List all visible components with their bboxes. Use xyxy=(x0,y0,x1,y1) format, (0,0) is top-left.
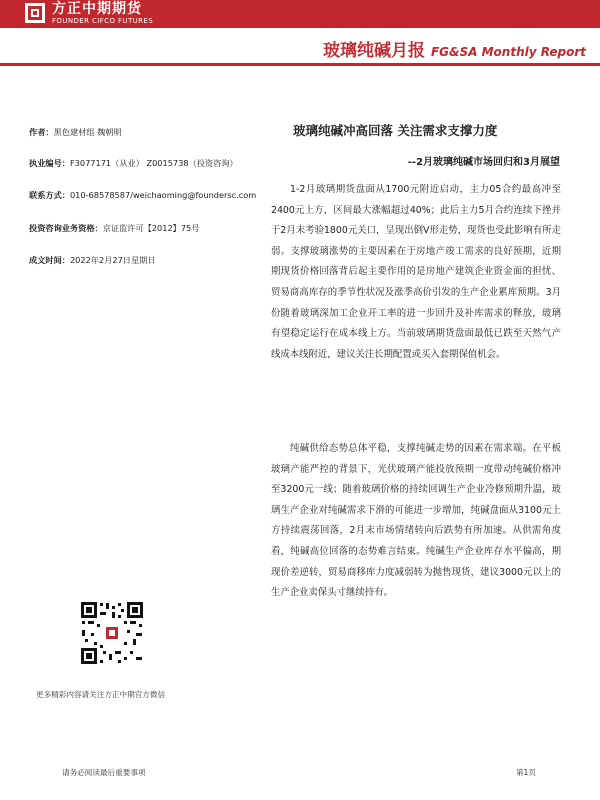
license-label: 执业编号： xyxy=(29,158,70,168)
page-number: 第1页 xyxy=(515,768,536,777)
report-title-en: FG&SA Monthly Report xyxy=(430,45,586,59)
author-label: 作者： xyxy=(29,127,54,137)
date-value: 2022年2月27日星期日 xyxy=(69,255,156,265)
license-value: F3077171（从业） Z0015738（投资咨询） xyxy=(69,158,238,168)
article-paragraph-2: 纯碱供给态势总体平稳，支撑纯碱走势的因素在需求端。在平板玻璃产能严控的背景下，光伏玻璃产能投放预期一度带动纯碱价格冲至3200元一线；随着玻璃价格的持续回调生产企业冷修预期升温，玻璃生产企业对纯碱需求下滑的可能进一步增加，纯碱盘面从3100元上方持续震荡回落，2月末市场情绪转向后跌势有所加速。从供需角度看，纯碱高位回落的态势难言结束。纯碱生产企业库存水平偏高，期现价差逆转，贸易商移库力度减弱转为抛售现货，建议3000元以上的生产企业卖保头寸继续持有。 xyxy=(271,443,561,599)
brand-name-cn: 方正中期期货 xyxy=(52,1,142,17)
license-line xyxy=(29,158,238,169)
brand-name-en: FOUNDER CIFCO FUTURES xyxy=(52,17,154,25)
article-headline: 玻璃纯碱冲高回落 关注需求支撑力度 xyxy=(293,123,498,138)
contact-value[interactable]: 010-68578587/weichaoming@foundersc.com xyxy=(69,190,257,200)
author-line xyxy=(29,127,122,138)
founder-logo-icon xyxy=(24,2,46,24)
date-label: 成文时间： xyxy=(29,255,70,265)
report-title xyxy=(323,36,586,61)
footer-notice: 请务必阅读最后重要事项 xyxy=(62,768,146,777)
qualification-value: 京证监许可【2012】75号 xyxy=(102,223,200,233)
wechat-qr-code-icon xyxy=(79,600,145,666)
author-value: 黑色建材组 魏朝明 xyxy=(53,127,122,137)
qr-caption: 更多精彩内容请关注方正中期官方微信 xyxy=(36,690,166,699)
header-divider xyxy=(0,63,600,66)
article-subheading: --2月玻璃纯碱市场回归和3月展望 xyxy=(407,157,560,168)
article-paragraph-1: 1-2月玻璃期货盘面从1700元附近启动，主力05合约最高冲至2400元上方，区间最大涨幅超过40%；此后主力5月合约连续下挫并于2月末考验1800元关口，呈现出倒V形走势，现货也受此影响有所走弱。支撑玻璃涨势的主要因素在于房地产竣工需求的良好预期，近期期现货价格回落背后起主要作用的是房地产建筑企业资金面的担忧、贸易商高库存的季节性状况及涨季高价引发的生产企业累库预期。3月份随着玻璃深加工企业开工率的进一步回升及补库需求的释放，玻璃有望稳定运行在成本线上方。当前玻璃期货盘面最低已跌至天然气产线成本线附近，建议关注长期配置或买入套期保值机会。 xyxy=(271,184,561,360)
report-title-cn: 玻璃纯碱月报 xyxy=(323,41,426,61)
brand-header-bar xyxy=(0,0,600,28)
qualification-label: 投资咨询业务资格： xyxy=(29,223,103,233)
contact-line xyxy=(29,190,256,201)
date-line xyxy=(29,255,156,266)
qualification-line xyxy=(29,223,199,234)
contact-label: 联系方式： xyxy=(29,190,70,200)
